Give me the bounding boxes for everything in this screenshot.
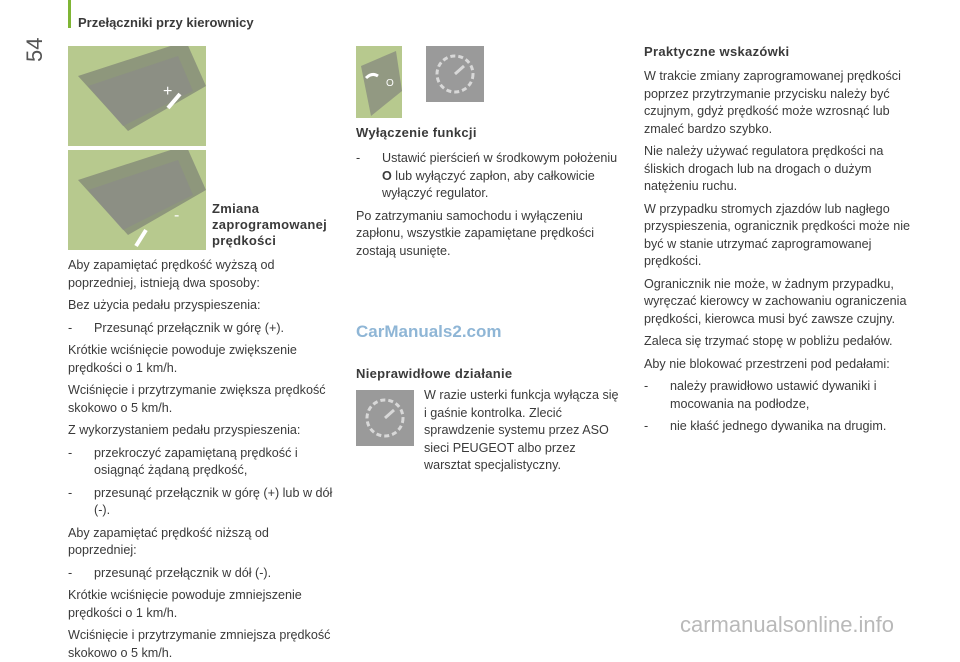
paragraph: W razie usterki funkcja wyłącza się i gaśnie kontrolka. Zlecić sprawdzenie systemu przez ASO sieci PEUGEOT albo przez warsztat specjalistyczny.	[424, 388, 619, 472]
section-heading-tips: Praktyczne wskazówki	[644, 44, 790, 59]
paragraph: Krótkie wciśnięcie powoduje zwiększenie prędkości o 1 km/h.	[68, 343, 297, 375]
paragraph: Zaleca się trzymać stopę w pobliżu pedałów.	[644, 334, 893, 348]
speed-limiter-icon	[426, 46, 484, 102]
steering-stalk-ring-image	[356, 46, 402, 118]
section-heading-disable: Wyłączenie funkcji	[356, 125, 477, 140]
section-heading-change-speed: Zmiana zaprogramowanej prędkości	[212, 201, 328, 248]
list-item: - należy prawidłowo ustawić dywaniki i mocowania na podłodze,	[644, 379, 877, 411]
paragraph: Wciśnięcie i przytrzymanie zwiększa prędkość skokowo o 5 km/h.	[68, 383, 326, 415]
steering-stalk-image-up	[68, 46, 206, 146]
paragraph: Po zatrzymaniu samochodu i wyłączeniu zapłonu, wszystkie zapamiętane prędkości zostają usunięte.	[356, 208, 595, 258]
svg-text:+: +	[163, 83, 173, 100]
paragraph: Z wykorzystaniem pedału przyspieszenia:	[68, 423, 301, 437]
list-item: - nie kłaść jednego dywanika na drugim.	[644, 419, 887, 433]
watermark-top: CarManuals2.com	[356, 322, 502, 341]
paragraph: Aby zapamiętać prędkość niższą od poprzedniej:	[68, 525, 269, 557]
page-number: 54	[22, 37, 47, 62]
paragraph: W przypadku stromych zjazdów lub nagłego przyspieszenia, ogranicznik prędkości może nie być w stanie utrzymać zaprogramowanej prędkości.	[644, 201, 910, 268]
column-1-text	[68, 257, 334, 662]
accent-bar	[68, 0, 71, 28]
paragraph: Ogranicznik nie może, w żadnym przypadku, wyręczać kierowcy w zachowaniu ograniczenia prędkości, kierowca musi być zawsze czujny.	[644, 276, 907, 326]
speed-limiter-icon	[356, 390, 414, 446]
steering-stalk-image-down	[68, 150, 206, 250]
svg-text:O: O	[386, 78, 394, 89]
paragraph: Aby nie blokować przestrzeni pod pedałami:	[644, 356, 890, 371]
list-item: - Przesunąć przełącznik w górę (+).	[68, 320, 285, 335]
column-2-text	[356, 150, 624, 260]
list-item: - przekroczyć zapamiętaną prędkość i osiągnąć żądaną prędkość,	[68, 445, 298, 477]
svg-text:-: -	[174, 207, 180, 224]
paragraph: Wciśnięcie i przytrzymanie zmniejsza prędkość skokowo o 5 km/h.	[68, 628, 331, 660]
paragraph: Aby zapamiętać prędkość wyższą od poprzedniej, istnieją dwa sposoby:	[68, 258, 275, 290]
column-3-text	[644, 68, 924, 436]
paragraph: Nie należy używać regulatora prędkości na śliskich drogach lub na drogach o dużym natężeniu ruchu.	[644, 144, 884, 193]
paragraph: Bez użycia pedału przyspieszenia:	[68, 298, 261, 312]
paragraph: W trakcie zmiany zaprogramowanej prędkości poprzez przytrzymanie przycisku należy być czujnym, gdyż prędkość może wzrosnąć lub zmaleć bardzo szybko.	[644, 69, 901, 136]
section-heading-malfunction: Nieprawidłowe działanie	[356, 366, 513, 381]
paragraph: Krótkie wciśnięcie powoduje zmniejszenie prędkości o 1 km/h.	[68, 588, 302, 620]
list-item: - przesunąć przełącznik w górę (+) lub w dół (-).	[68, 485, 333, 517]
section-title: Przełączniki przy kierownicy	[78, 15, 254, 30]
list-item: - przesunąć przełącznik w dół (-).	[68, 565, 272, 580]
watermark-bottom: carmanualsonline.info	[680, 612, 895, 637]
list-item: - Ustawić pierścień w środkowym położeniu O lub wyłączyć zapłon, aby całkowicie wyłączyć regulator.	[356, 151, 618, 200]
